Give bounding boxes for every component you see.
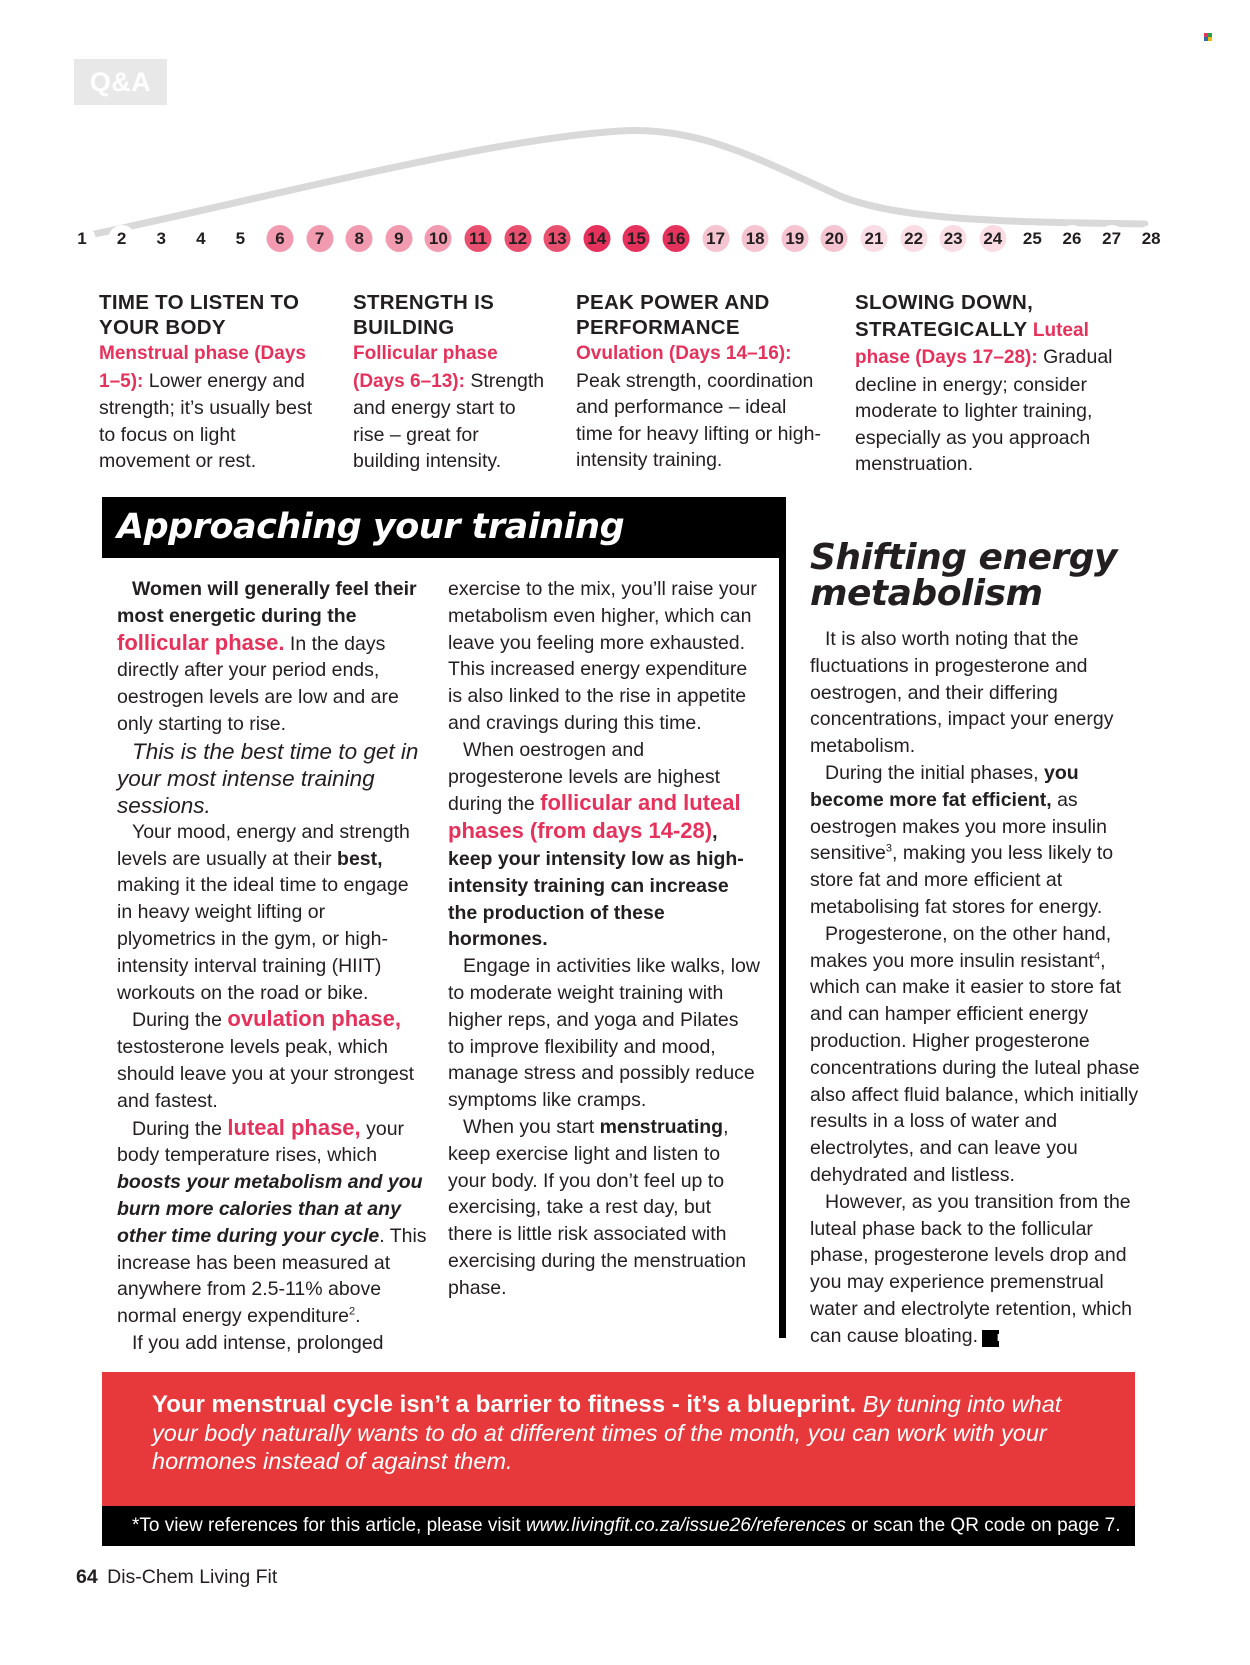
phase-subtitle: Follicular phase (Days 6–13): — [353, 343, 498, 392]
cycle-day-21: 21 — [861, 225, 888, 252]
cycle-day-17: 17 — [702, 225, 729, 252]
emphasis-text: you become more fat efficient, — [810, 761, 1079, 811]
paragraph: exercise to the mix, you’ll raise your metabolism even higher, which can leave you feeling more exhausted. This increased energy expenditure is also linked to the rise in appetite and cravings during this time. — [448, 578, 757, 734]
phase-text: Lower energy and strength; it’s usually best to focus on light movement or rest. — [99, 369, 313, 472]
callout-text: By tuning into what your body naturally wants to do at different times of the month, you can work with your hormones instead of against them. — [152, 1391, 1062, 1474]
cycle-day-1: 1 — [69, 225, 96, 252]
emphasis-text: , keep your intensity low as high-intensity training can increase the production of these hormones. — [448, 821, 744, 951]
phase-subtitle: Luteal phase (Days 17–28): — [855, 319, 1089, 368]
phase-text: Peak strength, coordination and performance – ideal time for heavy lifting or high-intensity training. — [576, 369, 821, 471]
paragraph-text: When oestrogen and progesterone levels are highest during the — [448, 738, 721, 816]
paragraph-text: as oestrogen makes you more insulin sensitive — [810, 788, 1107, 865]
paragraph — [117, 576, 427, 738]
phase-subtitle: Menstrual phase (Days 1–5): — [99, 343, 306, 392]
paragraph — [117, 1115, 427, 1330]
paragraph-text: . This increase has been measured at anywhere from 2.5-11% above normal energy expenditure — [117, 1224, 427, 1328]
pull-statement: This is the best time to get in your most intense training sessions. — [117, 738, 419, 818]
reference-number: 2 — [348, 1305, 356, 1318]
cycle-day-10: 10 — [425, 225, 452, 252]
paragraph-text: , making you less likely to store fat and more efficient at metabolising fat stores for energy. — [810, 842, 1114, 918]
cycle-day-2: 2 — [108, 225, 135, 252]
highlight-follicular-luteal: follicular and luteal phases (from days 14-28) — [448, 790, 741, 844]
paragraph-text: During the initial phases, — [825, 761, 1039, 784]
cycle-day-5: 5 — [227, 225, 254, 252]
phase-subtitle: Ovulation (Days 14–16): — [576, 343, 792, 364]
paragraph — [810, 760, 1140, 921]
callout-box — [102, 1372, 1135, 1506]
phase-text: Gradual decline in energy; consider moderate to lighter training, especially as you approach menstruation. — [855, 346, 1113, 475]
paragraph-text: , keep exercise light and listen to your body. If you don’t feel up to exercising, take a rest day, but there is little risk associated with exercising during the menstruation phase. — [448, 1115, 747, 1299]
cycle-day-13: 13 — [544, 225, 571, 252]
paragraph — [810, 921, 1140, 1189]
emphasis-text: boosts your metabolism and you burn more calories than at any other time during your cycle — [117, 1171, 423, 1247]
phase-follicular — [353, 290, 548, 475]
paragraph-text: , which can make it easier to store fat and can hamper efficient energy production. Higher progesterone concentrations during the luteal phase also affect fluid balance, which initially results in a loss of water and electrolytes, and can leave you dehydrated and listless. — [810, 949, 1140, 1186]
main-heading: Approaching your training — [102, 497, 785, 558]
column-divider — [779, 497, 786, 1338]
paragraph: If you add intense, prolonged — [132, 1331, 384, 1354]
page-number: 64 — [76, 1566, 98, 1588]
cycle-day-27: 27 — [1098, 225, 1125, 252]
cycle-day-11: 11 — [465, 225, 492, 252]
energy-curve-line — [80, 131, 1145, 237]
phase-title: TIME TO LISTEN TO YOUR BODY — [99, 291, 300, 339]
paragraph: Engage in activities like walks, low to moderate weight training with higher reps, and yoga and Pilates to improve flexibility and mood, manage stress and possibly reduce symptoms like cramps. — [448, 955, 760, 1112]
end-mark-icon: LF — [982, 1330, 999, 1347]
cycle-day-7: 7 — [306, 225, 333, 252]
paragraph-text: Your mood, energy and strength levels are usually at their — [117, 820, 410, 870]
paragraph-text: making it the ideal time to engage in heavy weight lifting or plyometrics in the gym, or high-intensity interval training (HIIT) workouts on the road or bike. — [117, 874, 409, 1004]
phase-text: Strength and energy start to rise – great for building intensity. — [353, 369, 545, 472]
paragraph — [810, 1189, 1140, 1350]
paragraph-text: Progesterone, on the other hand, makes you more insulin resistant — [810, 922, 1112, 972]
cycle-day-4: 4 — [187, 225, 214, 252]
paragraph — [448, 1114, 760, 1302]
highlight-luteal: luteal phase, — [227, 1114, 361, 1140]
cycle-day-28: 28 — [1138, 225, 1165, 252]
references-text: *To view references for this article, please visit — [132, 1515, 521, 1536]
cycle-day-25: 25 — [1019, 225, 1046, 252]
cycle-day-12: 12 — [504, 225, 531, 252]
cycle-day-26: 26 — [1059, 225, 1086, 252]
emphasis-text: best, — [337, 847, 383, 870]
paragraph — [117, 819, 427, 1007]
emphasis-text: menstruating — [599, 1115, 724, 1138]
main-column-2 — [448, 576, 760, 1302]
phase-title: SLOWING DOWN, STRATEGICALLY — [855, 291, 1034, 341]
paragraph-text: When you start — [463, 1115, 595, 1138]
phase-menstrual — [99, 290, 324, 475]
section-tag: Q&A — [74, 59, 167, 105]
paragraph-text: However, as you transition from the luteal phase back to the follicular phase, progesterone levels drop and you may experience premenstrual water and electrolyte retention, which can cause bloating. — [810, 1190, 1132, 1347]
cycle-day-15: 15 — [623, 225, 650, 252]
phase-title: PEAK POWER AND PERFORMANCE — [576, 291, 770, 339]
cycle-day-3: 3 — [148, 225, 175, 252]
callout-lead: Your menstrual cycle isn’t a barrier to fitness - it’s a blueprint. — [152, 1391, 857, 1418]
references-text-end: or scan the QR code on page 7. — [851, 1515, 1121, 1536]
page-footer — [76, 1566, 277, 1589]
cycle-day-20: 20 — [821, 225, 848, 252]
phase-luteal — [855, 290, 1127, 478]
references-link[interactable]: www.livingfit.co.za/issue26/references — [525, 1515, 846, 1536]
lead-text: Women will generally feel their most energetic during the — [117, 578, 417, 627]
paragraph-text: testosterone levels peak, which should leave you at your strongest and fastest. — [117, 1036, 415, 1112]
paragraph-text: In the days directly after your period ends, oestrogen levels are low and are only starting to rise. — [117, 632, 399, 735]
paragraph: It is also worth noting that the fluctuations in progesterone and oestrogen, and their differing concentrations, impact your energy metabolism. — [810, 628, 1114, 758]
paragraph-text: During the — [132, 1009, 222, 1032]
cycle-day-24: 24 — [979, 225, 1006, 252]
paragraph — [117, 1006, 427, 1114]
cycle-day-16: 16 — [663, 225, 690, 252]
phase-ovulation — [576, 290, 821, 474]
paragraph-text: During the — [132, 1117, 222, 1140]
paragraph-text: your body temperature rises, which — [117, 1117, 405, 1167]
paragraph-text: . — [355, 1305, 361, 1328]
cycle-day-6: 6 — [267, 225, 294, 252]
cycle-day-9: 9 — [385, 225, 412, 252]
energy-curve — [0, 0, 1250, 260]
main-column-1 — [117, 576, 427, 1357]
sidebar-heading: Shifting energy metabolism — [810, 537, 1117, 614]
cycle-day-8: 8 — [346, 225, 373, 252]
publication-name: Dis-Chem Living Fit — [107, 1566, 278, 1588]
reference-number: 3 — [885, 842, 892, 855]
cycle-day-18: 18 — [742, 225, 769, 252]
phase-title: STRENGTH IS BUILDING — [353, 291, 495, 339]
highlight-ovulation: ovulation phase, — [227, 1006, 401, 1032]
cycle-day-23: 23 — [940, 225, 967, 252]
cycle-day-14: 14 — [583, 225, 610, 252]
reference-number: 4 — [1093, 950, 1101, 963]
cycle-day-22: 22 — [900, 225, 927, 252]
sidebar-column — [810, 626, 1140, 1350]
paragraph — [448, 737, 760, 953]
highlight-follicular: follicular phase. — [117, 629, 285, 655]
references-bar — [102, 1506, 1135, 1546]
cycle-day-19: 19 — [781, 225, 808, 252]
cycle-day-strip — [70, 225, 1160, 253]
